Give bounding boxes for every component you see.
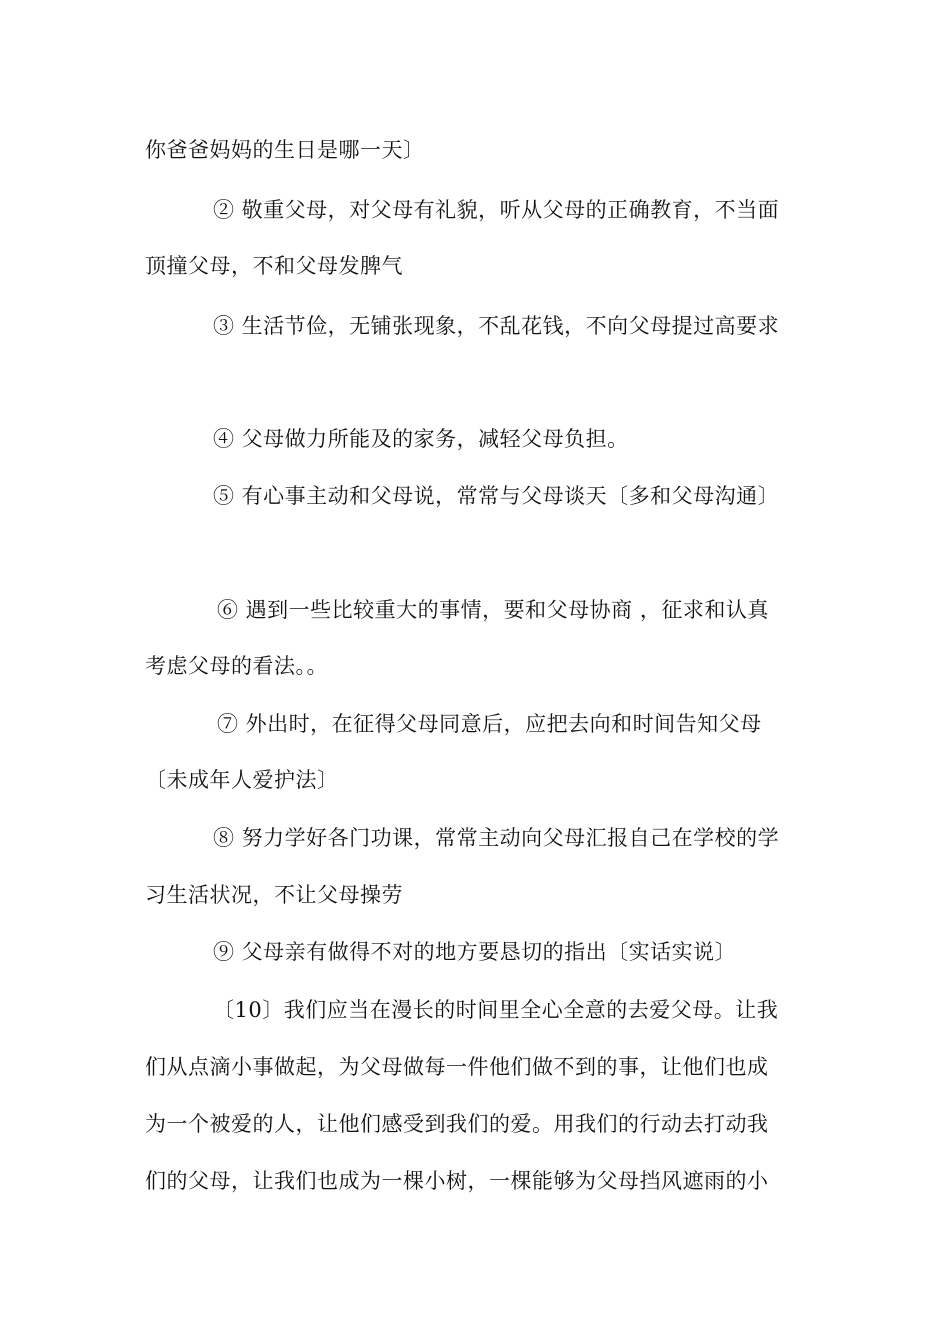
- list-item-6-line-1: ⑥ 遇到一些比较重大的事情，要和父母协商 ，征求和认真: [217, 598, 769, 622]
- list-item-6-line-2: 考虑父母的看法。。: [145, 654, 328, 678]
- list-item-10-line-3: 为一个被爱的人，让他们感受到我们的爱。用我们的行动去打动我: [145, 1112, 769, 1136]
- list-item-7-line-1: ⑦ 外出时，在征得父母同意后，应把去向和时间告知父母: [217, 712, 762, 736]
- list-item-3: ③ 生活节俭，无铺张现象，不乱花钱，不向父母提过高要求: [213, 314, 780, 338]
- list-item-7-line-2: 〔未成年人爱护法〕: [145, 768, 339, 792]
- list-item-2-line-1: ② 敬重父母，对父母有礼貌，听从父母的正确教育，不当面: [213, 198, 780, 222]
- list-item-10-line-1: 〔10〕我们应当在漫长的时间里全心全意的去爱父母。让我: [213, 998, 779, 1022]
- list-item-10-line-2: 们从点滴小事做起，为父母做每一件他们做不到的事，让他们也成: [145, 1055, 769, 1079]
- list-item-5: ⑤ 有心事主动和父母说，常常与父母谈天〔多和父母沟通〕: [213, 484, 780, 508]
- text-line: 你爸爸妈妈的生日是哪一天〕: [145, 138, 425, 162]
- list-item-2-line-2: 顶撞父母，不和父母发脾气: [145, 254, 403, 278]
- list-item-8-line-1: ⑧ 努力学好各门功课，常常主动向父母汇报自己在学校的学: [213, 826, 780, 850]
- list-item-9: ⑨ 父母亲有做得不对的地方要恳切的指出〔实话实说〕: [213, 940, 737, 964]
- list-item-10-line-4: 们的父母，让我们也成为一棵小树，一棵能够为父母挡风遮雨的小: [145, 1169, 769, 1193]
- list-item-4: ④ 父母做力所能及的家务，减轻父母负担。: [213, 427, 629, 451]
- list-item-8-line-2: 习生活状况，不让父母操劳: [145, 883, 403, 907]
